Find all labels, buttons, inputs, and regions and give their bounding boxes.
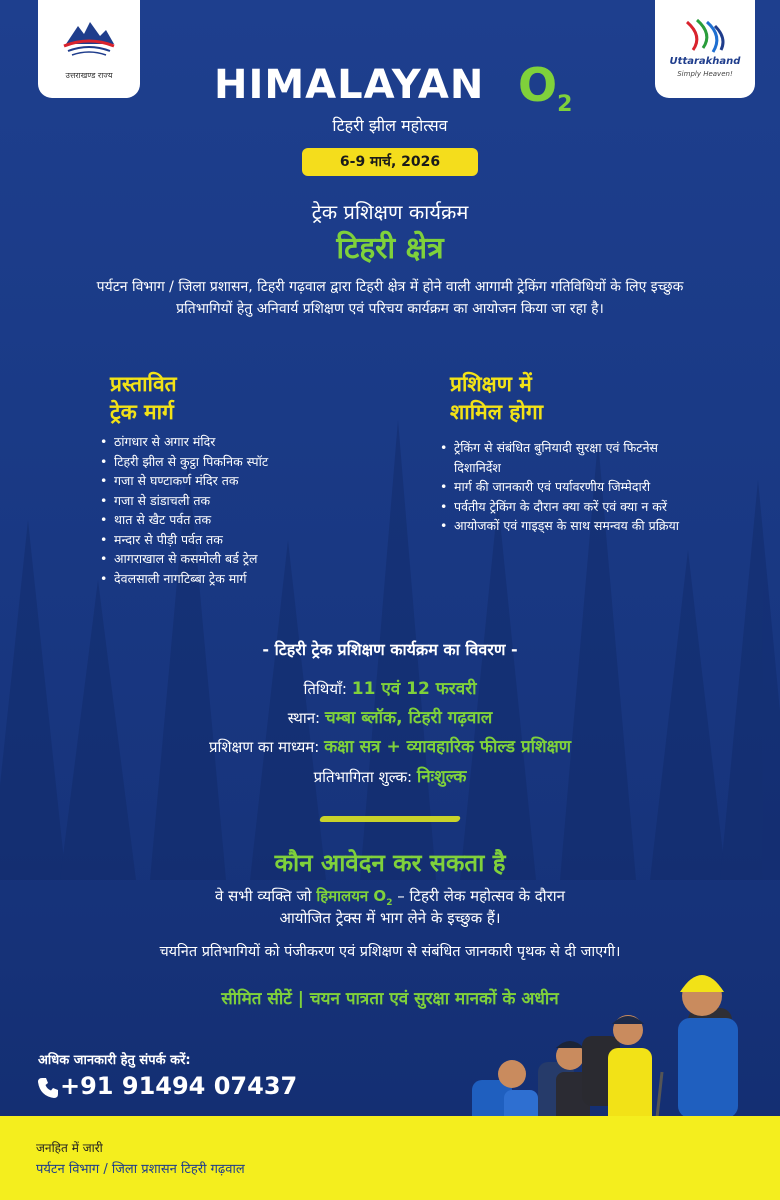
routes-list [100,432,400,588]
routes-heading: प्रस्तावित ट्रेक मार्ग [110,372,177,424]
list-item: • गजा से घण्टाकर्ण मंदिर तक [100,471,400,491]
list-item: • आगराखाल से कसमोली बर्ड ट्रेल [100,549,400,569]
training-list [440,438,690,536]
govt-emblem-icon [60,14,118,58]
region-title: टिहरी क्षेत्र [336,231,444,266]
detail-place: स्थान: चम्बा ब्लॉक, टिहरी गढ़वाल [287,708,493,728]
list-item: • मन्दार से पीड़ी पर्वत तक [100,530,400,550]
eligibility-title: कौन आवेदन कर सकता है [274,849,506,877]
details-heading: - टिहरी ट्रेक प्रशिक्षण कार्यक्रम का विवरण - [262,640,518,659]
list-item: • देवलसाली नागटिब्बा ट्रेक मार्ग [100,569,400,589]
list-item: • पर्वतीय ट्रेकिंग के दौरान क्या करें एवं क्या न करें [440,497,690,517]
list-item: • आयोजकों एवं गाइड्स के साथ समन्वय की प्रक्रिया [440,516,690,536]
limited-seats-note: सीमित सीटें | चयन पात्रता एवं सुरक्षा मानकों के अधीन [221,989,559,1009]
govt-logo-text: उत्तराखण्ड राज्य [65,71,113,80]
brand-o2: $O_2$ [518,58,573,118]
contact-label: अधिक जानकारी हेतु संपर्क करें: [38,1053,191,1068]
brand-title: HIMALAYAN [214,62,485,108]
list-item: • ट्रेकिंग से संबंधित बुनियादी सुरक्षा एवं फिटनेस दिशानिर्देश [440,438,690,477]
eligibility-line-1: वे सभी व्यक्ति जो हिमालयन $O_2$ – टिहरी लेक महोत्सव के दौरान [214,887,566,908]
tourism-swirl-icon [683,16,727,56]
program-title: ट्रेक प्रशिक्षण कार्यक्रम [311,200,469,224]
detail-mode: प्रशिक्षण का माध्यम: कक्षा सत्र + व्यावहारिक फील्ड प्रशिक्षण [208,737,572,757]
footer-issued-text: जनहित में जारी [36,1141,103,1155]
footer-band [0,1116,780,1200]
event-dates-badge: 6-9 मार्च, 2026 [302,148,478,176]
tourism-tagline: Simply Heaven! [677,70,733,78]
uttarakhand-tourism-logo [655,0,755,98]
detail-fee: प्रतिभागिता शुल्क: निःशुल्क [313,767,467,787]
list-item: • टिहरी झील से कुट्ठा पिकनिक स्पॉट [100,452,400,472]
footer-issuer: पर्यटन विभाग / जिला प्रशासन टिहरी गढ़वाल [36,1162,245,1177]
section-divider [319,816,461,822]
uttarakhand-govt-logo [38,0,140,98]
tourism-logo-text: Uttarakhand [669,56,741,67]
list-item: • ठांगधार से अगार मंदिर [100,432,400,452]
intro-paragraph: पर्यटन विभाग / जिला प्रशासन, टिहरी गढ़वाल द्वारा टिहरी क्षेत्र में होने वाली आगामी ट्रेकिंग गतिविधियों के लिए इच्छुक प्रतिभागियों हेतु अनिवार्य प्रशिक्षण एवं परिचय कार्यक्रम का आयोजन किया जा रहा है। [96,279,684,317]
list-item: • थात से खैट पर्वत तक [100,510,400,530]
selection-note: चयनित प्रतिभागियों को पंजीकरण एवं प्रशिक्षण से संबंधित जानकारी पृथक से दी जाएगी। [159,944,621,960]
phone-icon [36,1076,60,1100]
list-item: • मार्ग की जानकारी एवं पर्यावरणीय जिम्मेदारी [440,477,690,497]
himalayan-o2-logo [200,58,580,118]
training-heading: प्रशिक्षण में शामिल होगा [450,372,544,424]
detail-dates: तिथियाँ: 11 एवं 12 फरवरी [303,679,477,699]
list-item: • गजा से डांडाचली तक [100,491,400,511]
contact-phone-number[interactable]: +91 91494 07437 [60,1072,298,1100]
festival-name: टिहरी झील महोत्सव [332,116,448,135]
eligibility-line-2: आयोजित ट्रेक्स में भाग लेने के इच्छुक हैं। [279,909,501,927]
